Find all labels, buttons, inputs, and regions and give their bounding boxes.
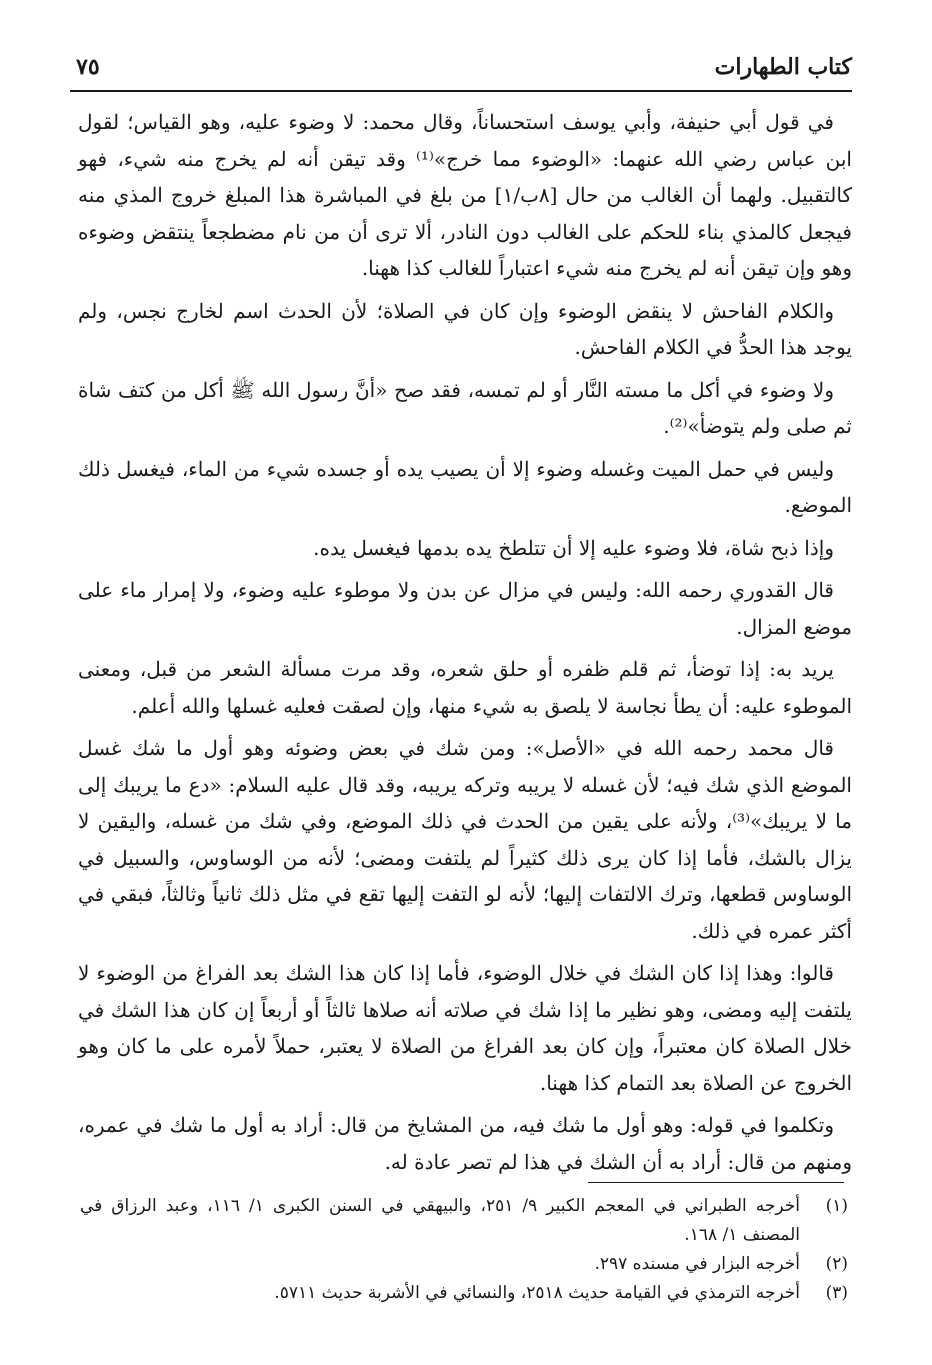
- paragraph: وليس في حمل الميت وغسله وضوء إلا أن يصيب يده أو جسده شيء من الماء، فيغسل ذلك الموضع.: [78, 456, 852, 517]
- paragraph: قال القدوري رحمه الله: وليس في مزال عن بدن ولا موطوء عليه وضوء، ولا إمرار ماء على موضع المزال.: [78, 578, 852, 639]
- paragraph: والكلام الفاحش لا ينقض الوضوء وإن كان في الصلاة؛ لأن الحدث اسم لخارج نجس، ولم يوجد هذا الحدُّ في الكلام الفاحش.: [78, 298, 852, 359]
- paragraph: ولا وضوء في أكل ما مسته النَّار أو لم تمسه، فقد صح «أنَّ رسول الله ﷺ أكل من كتف شاة ثم صلى ولم يتوضأ»⁽²⁾.: [78, 377, 852, 438]
- paragraph: وإذا ذبح شاة، فلا وضوء عليه إلا أن تتلطخ يده بدمها فيغسل يده.: [313, 535, 834, 560]
- footnote-number: (١): [825, 1196, 848, 1216]
- footnote-number: (٢): [825, 1254, 848, 1274]
- footnote-text: أخرجه الترمذي في القيامة حديث ٢٥١٨، والنسائي في الأشربة حديث ٥٧١١.: [274, 1283, 800, 1303]
- paragraph: قال محمد رحمه الله في «الأصل»: ومن شك في بعض وضوئه وهو أول ما شك غسل الموضع الذي شك فيه؛ لأن غسله لا يريبه وتركه يريبه، وقد قال عليه السلام: «دع ما يريبك إلى ما لا يريبك»⁽³⁾، ولأنه على يقين من الحدث في ذلك الموضع، وفي شك من غسله، واليقين لا يزال بالشك، فأما إذا كان يرى ذلك كثيراً لم يلتفت ومضى؛ لأنه من الوساوس، والسبيل في الوساوس قطعها، وترك الالتفات إليها؛ لأنه لو التفت إليها تقع في مثل ذلك ثانياً وثالثاً، فبقي في أكثر عمره في ذلك.: [78, 736, 852, 943]
- footnotes: [80, 1192, 848, 1308]
- footnote-text: أخرجه الطبراني في المعجم الكبير ٩/ ٢٥١، والبيهقي في السنن الكبرى ١/ ١١٦، وعبد الرزاق في المصنف ١/ ١٦٨.: [80, 1196, 800, 1245]
- paragraph: وتكلموا في قوله: وهو أول ما شك فيه، من المشايخ من قال: أراد به أول ما شك في عمره، ومنهم من قال: أراد به أن الشك في هذا لم تصر عادة له.: [78, 1113, 852, 1174]
- page-number: ٧٥: [76, 54, 100, 80]
- footnote: [80, 1250, 848, 1279]
- paragraph: في قول أبي حنيفة، وأبي يوسف استحساناً، وقال محمد: لا وضوء عليه، وهو القياس؛ لقول ابن عباس رضي الله عنهما: «الوضوء مما خرج»⁽¹⁾ وقد تيقن أنه لم يخرج منه شيء، فهو كالتقبيل. ولهما أن الغالب من حال [٨ب/١] من بلغ في المباشرة هذا المبلغ خروج المذي منه فيجعل كالمذي بناء للحكم على الغالب دون النادر، ألا ترى أن من نام مضطجعاً ينتقض وضوءه وهو وإن تيقن أنه لم يخرج منه شيء اعتباراً للغالب كذا ههنا.: [78, 110, 852, 280]
- page-header: [70, 50, 852, 92]
- paragraph: يريد به: إذا توضأ، ثم قلم ظفره أو حلق شعره، وقد مرت مسألة الشعر من قبل، ومعنى الموطوء عليه: أن يطأ نجاسة لا يلصق به شيء منها، وإن لصقت فعليه غسلها والله أعلم.: [78, 657, 852, 718]
- paragraph: قالوا: وهذا إذا كان الشك في خلال الوضوء، فأما إذا كان هذا الشك بعد الفراغ من الوضوء لا يلتفت إليه ومضى، وهو نظير ما إذا شك في صلاته أنه صلاها ثالثاً أو أربعاً إن كان هذا الشك في خلال الصلاة كان معتبراً، وإن كان بعد الفراغ من الصلاة لا يعتبر، حملاً لأمره على ما كان وهو الخروج عن الصلاة بعد التمام كذا ههنا.: [78, 961, 852, 1095]
- footnote-number: (٣): [825, 1283, 848, 1303]
- footnote: [80, 1279, 848, 1308]
- footnote: [80, 1192, 848, 1250]
- footnote-divider: [588, 1182, 844, 1183]
- main-text: [78, 104, 852, 1186]
- book-title: كتاب الطهارات: [714, 54, 852, 80]
- footnote-text: أخرجه البزار في مسنده ٢٩٧.: [594, 1254, 800, 1274]
